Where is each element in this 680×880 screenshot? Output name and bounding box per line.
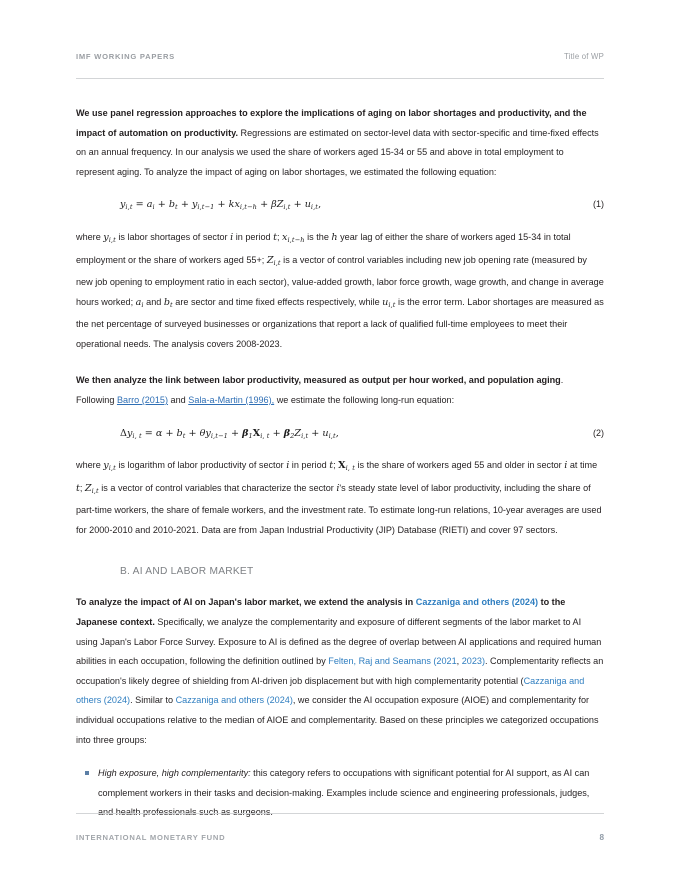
var-i: i <box>564 460 568 472</box>
t: where <box>76 232 104 243</box>
equation-1: $y_{i,t} = a_i + b_t + y_{i,t-1} + kx_{i,t-h} + \beta Z_{i,t} + u_{i,t}$, <box>120 199 322 212</box>
var-t: t <box>76 482 80 494</box>
list-item-text: this category refers to occupations with significant potential for AI support, as AI can complement workers in their tasks and decision-making. Examples include science and engineering professionals, judges, and health professionals such as surgeons. <box>98 768 590 818</box>
t: is a vector of control variables including new job opening rate (measured by new job opening to employment ratio in each sector), value-added growth, labor force growth, wage growth, and change in average hours worked; <box>76 254 604 307</box>
t: ; <box>333 460 339 471</box>
square-bullet-icon <box>85 771 89 775</box>
t: is the share of workers aged 55 and older in sector <box>354 460 565 471</box>
t: is labor shortages of sector <box>115 232 231 243</box>
t: . Similar to <box>130 695 176 706</box>
var-x-ith: $x_{i,t-h}$ <box>282 232 305 245</box>
var-y-it: $y_{i,t}$ <box>103 460 116 473</box>
citation-link-felten-2023[interactable]: 2023) <box>461 656 485 667</box>
citation-link-cazzaniga-2024-b[interactable]: Cazzaniga and others (2024) <box>76 675 585 706</box>
paragraph-ai-analysis <box>76 593 604 750</box>
paragraph-eq2-definitions <box>76 456 604 540</box>
section-heading-ai-labor-market: B. AI AND LABOR MARKET <box>120 566 254 578</box>
t: is logarithm of labor productivity of sector <box>115 460 287 471</box>
header-left-label: IMF WORKING PAPERS <box>76 52 175 61</box>
paragraph-text: Regressions are estimated on sector-level data with sector-specific and time-fixed effects on an annual frequency. In our analysis we used the share of workers aged 15-34 or 55 and above in total employment to represent aging. To analyze the impact of aging on labor shortages, we estimated the following equation: <box>76 127 599 177</box>
var-a-i: $a_i$ <box>135 296 144 309</box>
equation-2-number: (2) <box>593 427 604 438</box>
t: is a vector of control variables that characterize the sector <box>98 482 337 493</box>
t: at time <box>567 460 598 471</box>
t: in period <box>289 460 330 471</box>
t: we estimate the following long-run equation: <box>274 394 455 405</box>
header-right-label: Title of WP <box>563 52 604 61</box>
list-item-italic-lead: High exposure, high complementarity: <box>98 768 251 779</box>
t: and <box>168 394 189 405</box>
paragraph-lead-bold: To analyze the impact of AI on Japan's labor market, we extend the analysis in <box>76 597 416 608</box>
t: where <box>76 460 104 471</box>
equation-1-row <box>76 199 604 211</box>
t: is the <box>304 232 332 243</box>
citation-link-cazzaniga-2024-c[interactable]: Cazzaniga and others (2024) <box>175 695 293 706</box>
paragraph-eq1-definitions <box>76 228 604 354</box>
running-header <box>76 52 604 79</box>
t: , we consider the AI occupation exposure (AIOE) and complementarity for individual occupations relative to the median of AIOE and complementarity. Based on these principles we categorized occupations into three groups: <box>76 695 599 745</box>
paragraph-productivity-link <box>76 371 604 410</box>
t: year lag of either the share of workers aged 15-34 in total employment or the share of workers aged 55+; <box>76 232 571 265</box>
t: are sector and time fixed effects respectively, while <box>172 296 383 307</box>
var-h: h <box>331 232 338 244</box>
paragraph-aging-regression <box>76 104 604 182</box>
citation-link-felten-2021[interactable]: Felten, Raj and Seamans (2021 <box>328 656 457 667</box>
var-u-it: $u_{i,t}$ <box>382 296 396 309</box>
equation-2-row <box>76 428 604 440</box>
var-z-it: $Z_{i,t}$ <box>84 482 99 495</box>
t: 's steady state level of labor productivity, including the share of part-time workers, the share of female workers, and the investment rate. To estimate long-run relations, 10-year averages are used for 2000-2010 and 2010-2021. Data are from Japan Industrial Productivity (JIP) Database (RIETI) and cover 97 sectors. <box>76 482 602 535</box>
var-i: i <box>336 482 340 494</box>
t: ; <box>79 482 85 493</box>
t: is the error term. Labor shortages are measured as the net percentage of surveyed businesses or organizations that report a lack of qualified full-time employees to meet their operational needs. The analysis covers 2008-2023. <box>76 296 604 349</box>
paragraph-lead-bold: We then analyze the link between labor productivity, measured as output per hour worked, and population aging <box>76 375 561 386</box>
footer-organization-label: INTERNATIONAL MONETARY FUND <box>76 833 226 842</box>
equation-1-number: (1) <box>593 199 604 210</box>
equation-2: $\Delta y_{i, t} = \alpha + b_t + \theta y_{i,t-1} + \beta_1X_{i, t} + \beta_2Z_{i,t} + u_{i,t}$, <box>120 427 339 440</box>
var-x-bold-it: $X_{i, t}$ <box>338 460 355 473</box>
page-number: 8 <box>599 833 604 842</box>
t: , <box>456 656 462 667</box>
t: . Complementarity reflects an occupation's likely degree of shielding from AI-driven job displacement but with high complementarity potential ( <box>76 656 604 686</box>
var-y-it: $y_{i,t}$ <box>103 232 116 245</box>
running-footer <box>76 813 604 842</box>
var-t: t <box>329 460 334 472</box>
var-b-t: $b_t$ <box>163 296 173 309</box>
var-i: i <box>286 460 290 472</box>
document-body <box>76 104 604 833</box>
t: . Following <box>76 375 564 405</box>
citation-link-barro-2015[interactable]: Barro (2015) <box>116 394 169 405</box>
citation-link-cazzaniga-2024-a[interactable]: Cazzaniga and others (2024) <box>415 597 539 608</box>
paragraph-lead-bold: to the Japanese context. <box>76 597 566 627</box>
citation-link-sala-a-martin-1996[interactable]: Sala-a-Martin (1996), <box>188 394 275 405</box>
var-t: t <box>273 232 277 244</box>
var-i: i <box>230 232 234 244</box>
paragraph-lead-bold: We use panel regression approaches to explore the implications of aging on labor shortages and productivity, and the impact of automation on productivity. <box>76 108 587 138</box>
t: in period <box>233 232 274 243</box>
t: and <box>143 296 164 307</box>
t: Specifically, we analyze the complementarity and exposure of different segments of the labor market to AI using Japan's Labor Force Survey. Exposure to AI is defined as the degree of overlap between AI applications and required human abilities in each occupation, following the definition outlined by <box>76 617 602 667</box>
t: ; <box>276 232 283 243</box>
var-z-it: $Z_{i,t}$ <box>266 254 281 267</box>
